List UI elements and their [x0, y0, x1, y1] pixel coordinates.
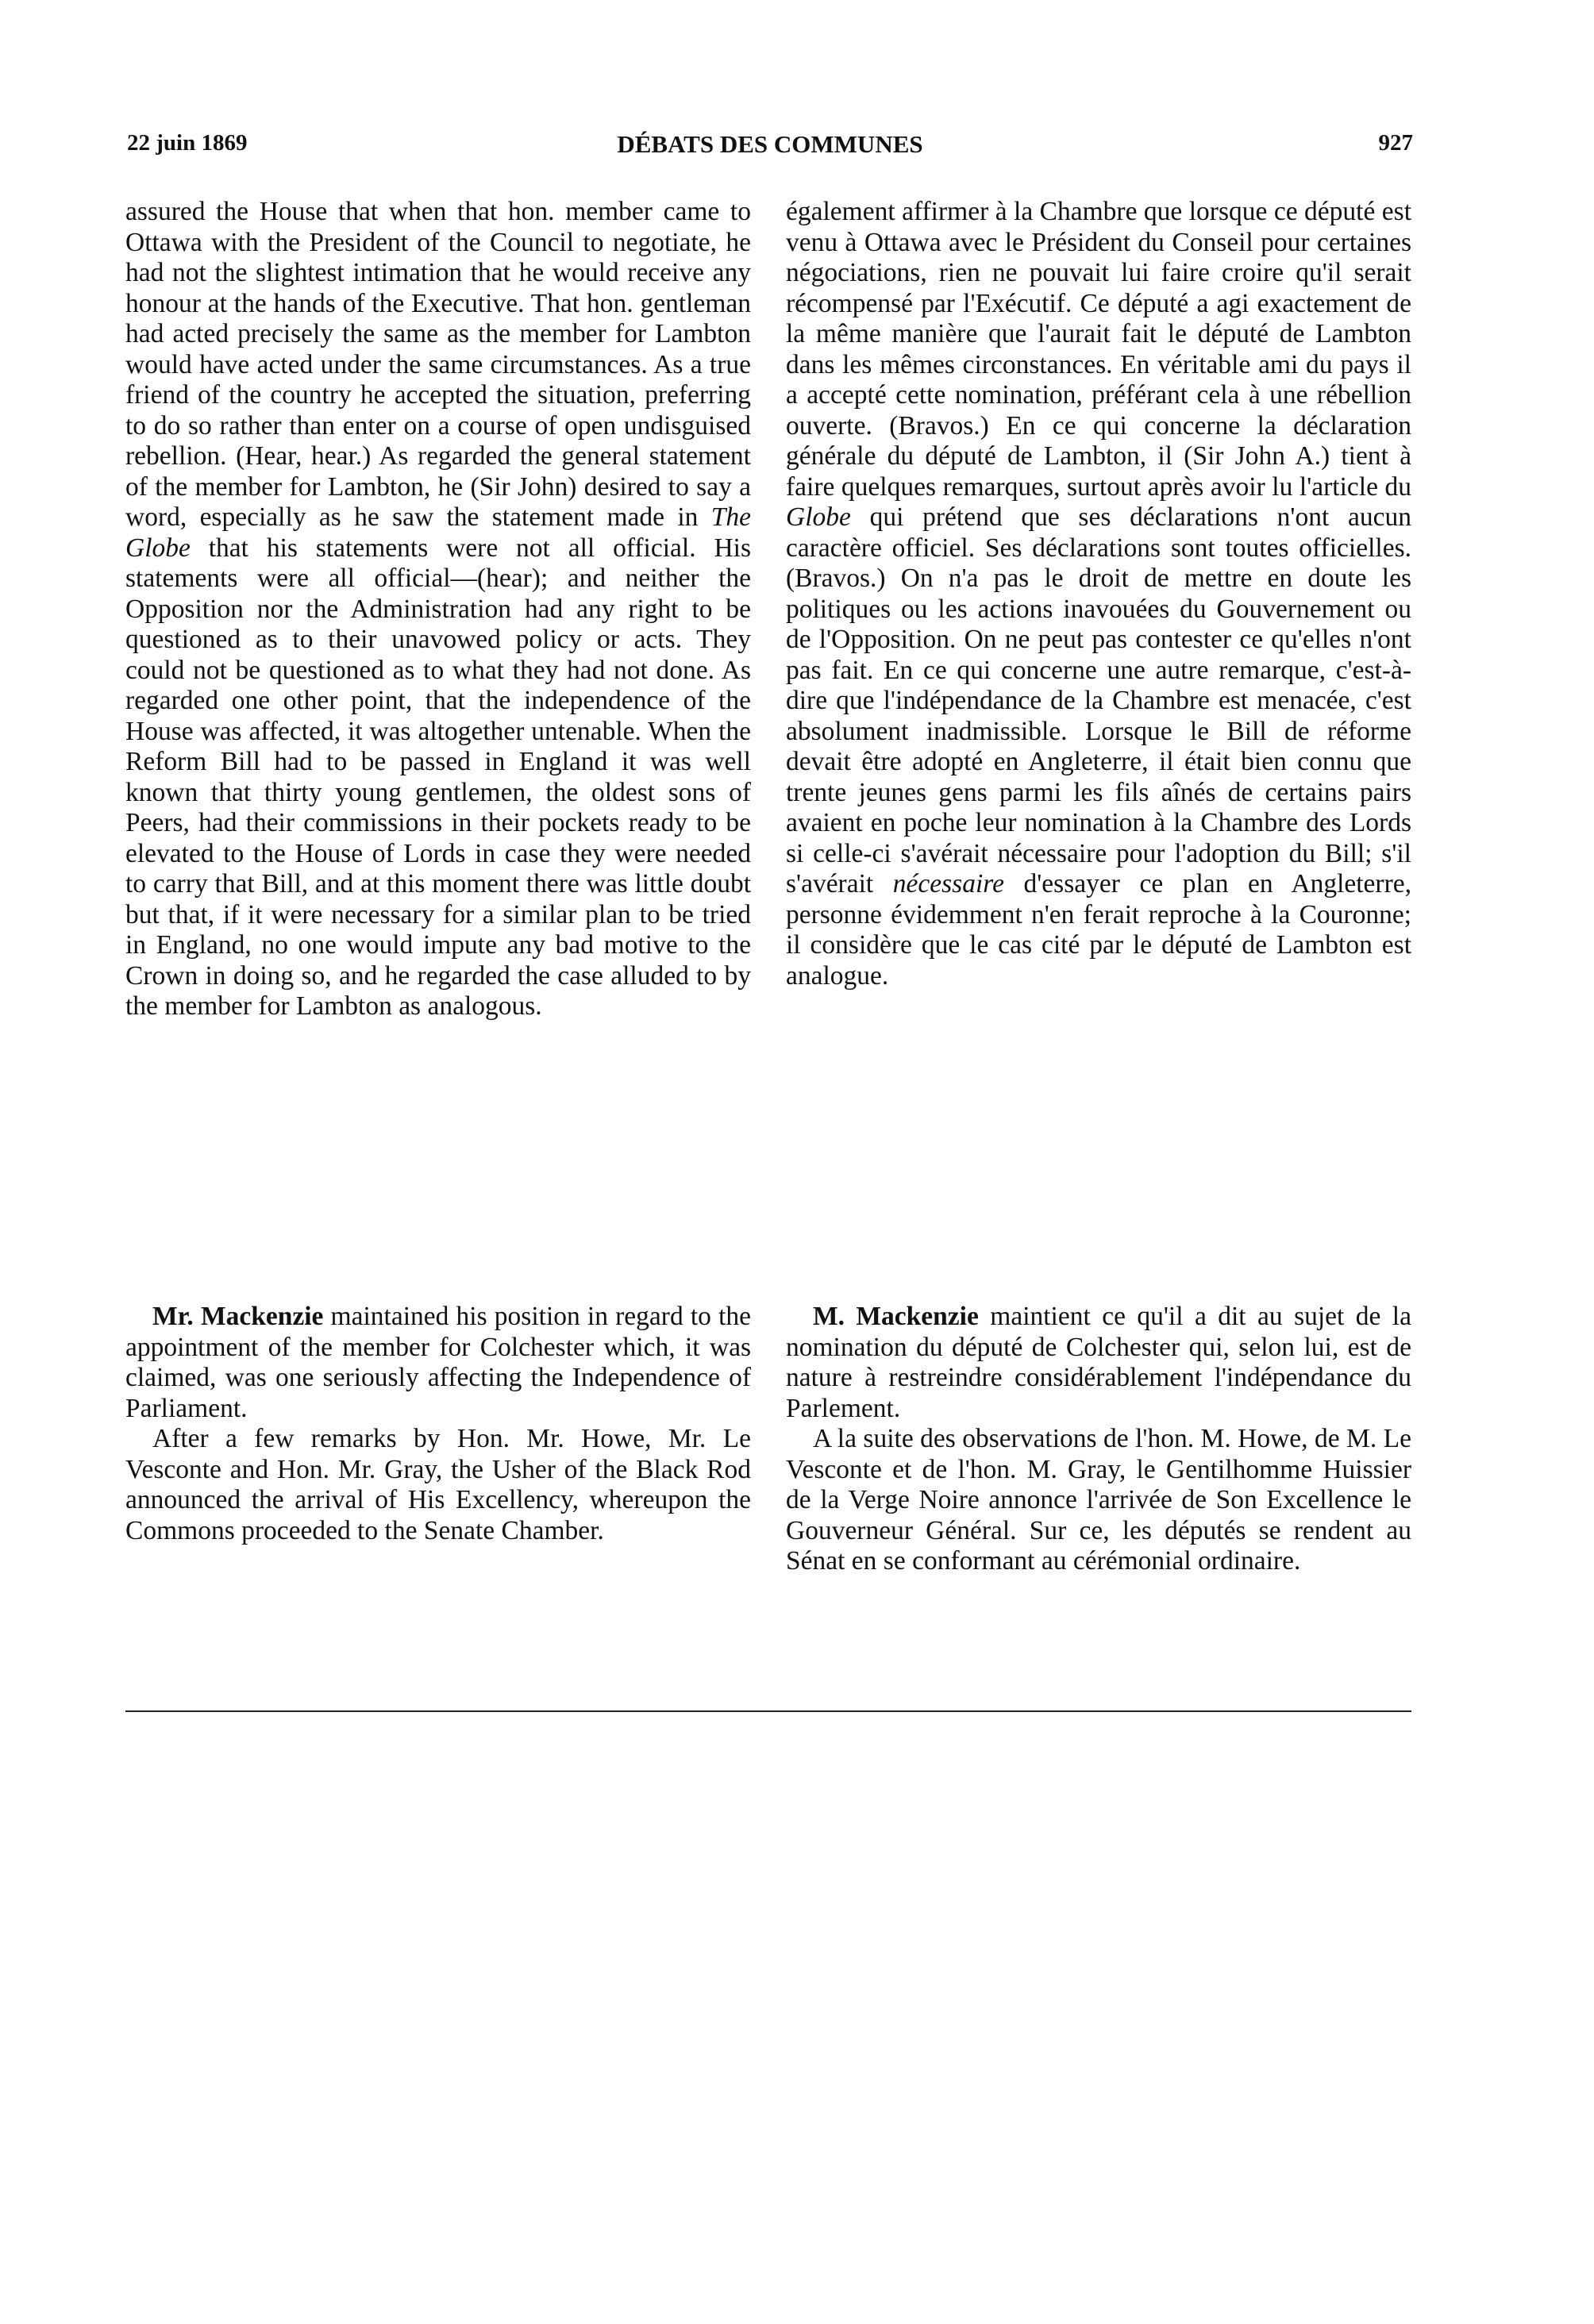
french-paragraph-2	[786, 1302, 1411, 1424]
french-p2-text: maintient ce qu'il a dit au sujet de la nomination du député de Colchester qui, selon lui, est de nature à restreindre considérablement l'indépendance du Parlement.	[786, 1302, 1411, 1423]
french-globe-title: Globe	[786, 502, 851, 532]
english-p1-text-b: that his statements were not all official. His statements were all official—(hear); and neither the Opposition nor the Administration had any right to be questioned as to their unavowed policy or acts. They could not be questioned as to what they had not done. As regarded one other point, that the independence of the House was affected, it was altogether untenable. When the Reform Bill had to be passed in England it was well known that thirty young gentlemen, the oldest sons of Peers, had their commissions in their pockets ready to be elevated to the House of Lords in case they were needed to carry that Bill, and at this moment there was little doubt but that, if it were necessary for a similar plan to be tried in England, no one would impute any bad motive to the Crown in doing so, and he regarded the case alluded to by the member for Lambton as analogous.	[125, 533, 751, 1021]
bottom-rule	[125, 1710, 1411, 1712]
english-speaker: Mr. Mackenzie	[152, 1302, 324, 1331]
english-column	[125, 197, 752, 1545]
french-p1-text-b: qui prétend que ses déclarations n'ont aucun caractère officiel. Ses déclarations sont toutes officielles. (Bravos.) On n'a pas le droit de mettre en doute les politiques ou les actions inavouées du Gouvernement ou de l'Opposition. On ne peut pas contester ce qu'elles n'ont pas fait. En ce qui concerne une autre remarque, c'est-à-dire que l'indépendance de la Chambre est menacée, c'est absolument inadmissible. Lorsque le Bill de réforme devait être adopté en Angleterre, il était bien connu que trente jeunes gens parmi les fils aînés de certains pairs avaient en poche leur nomination à la Chambre des Lords si celle-ci s'avérait nécessaire pour l'adoption du Bill; s'il s'avérait	[786, 502, 1411, 898]
french-column	[786, 197, 1411, 1576]
french-speaker: M. Mackenzie	[813, 1302, 979, 1331]
french-p1-text-a: également affirmer à la Chambre que lorsque ce député est venu à Ottawa avec le Président du Conseil pour certaines négociations, rien ne pouvait lui faire croire qu'il serait récompensé par l'Exécutif. Ce député a agi exactement de la même manière que l'aurait fait le député de Lambton dans les mêmes circonstances. En véritable ami du pays il a accepté cette nomination, préférant cela à une rébellion ouverte. (Bravos.) En ce qui concerne la déclaration générale du député de Lambton, il (Sir John A.) tient à faire quelques remarques, surtout après avoir lu l'article du	[786, 197, 1411, 502]
header-date: 22 juin 1869	[127, 130, 248, 156]
english-paragraph-1	[125, 197, 751, 1022]
french-emphasis: nécessaire	[892, 869, 1004, 898]
english-paragraph-3: After a few remarks by Hon. Mr. Howe, Mr. Le Vesconte and Hon. Mr. Gray, the Usher of the Black Rod announced the arrival of His Excellency, whereupon the Commons proceeded to the Senate Chamber.	[125, 1424, 751, 1545]
french-paragraph-3: A la suite des observations de l'hon. M. Howe, de M. Le Vesconte et de l'hon. M. Gray, le Gentilhomme Huissier de la Verge Noire annonce l'arrivée de Son Excellence le Gouverneur Général. Sur ce, les députés se rendent au Sénat en se conformant au cérémonial ordinaire.	[786, 1424, 1411, 1576]
english-globe-title: The Globe	[125, 502, 751, 563]
french-p1-text-c: d'essayer ce plan en Angleterre, personne évidemment n'en ferait reproche à la Couronne; il considère que le cas cité par le député de Lambton est analogue.	[786, 869, 1411, 991]
english-p2-text: maintained his position in regard to the appointment of the member for Colchester which, it was claimed, was one seriously affecting the Independence of Parliament.	[125, 1302, 752, 1423]
header-title: DÉBATS DES COMMUNES	[617, 130, 923, 158]
page-header	[127, 130, 1413, 165]
french-lower-block	[786, 1302, 1411, 1577]
french-paragraph-1	[786, 197, 1411, 991]
english-p1-text-a: assured the House that when that hon. member came to Ottawa with the President of the Council to negotiate, he had not the slightest intimation that he would receive any honour at the hands of the Executive. That hon. gentleman had acted precisely the same as the member for Lambton would have acted under the same circumstances. As a true friend of the country he accepted the situation, preferring to do so rather than enter on a course of open undisguised rebellion. (Hear, hear.) As regarded the general statement of the member for Lambton, he (Sir John) desired to say a word, especially as he saw the statement made in	[125, 197, 751, 532]
page-number: 927	[1378, 130, 1413, 156]
english-paragraph-2	[125, 1302, 751, 1424]
english-lower-block	[125, 1302, 751, 1546]
